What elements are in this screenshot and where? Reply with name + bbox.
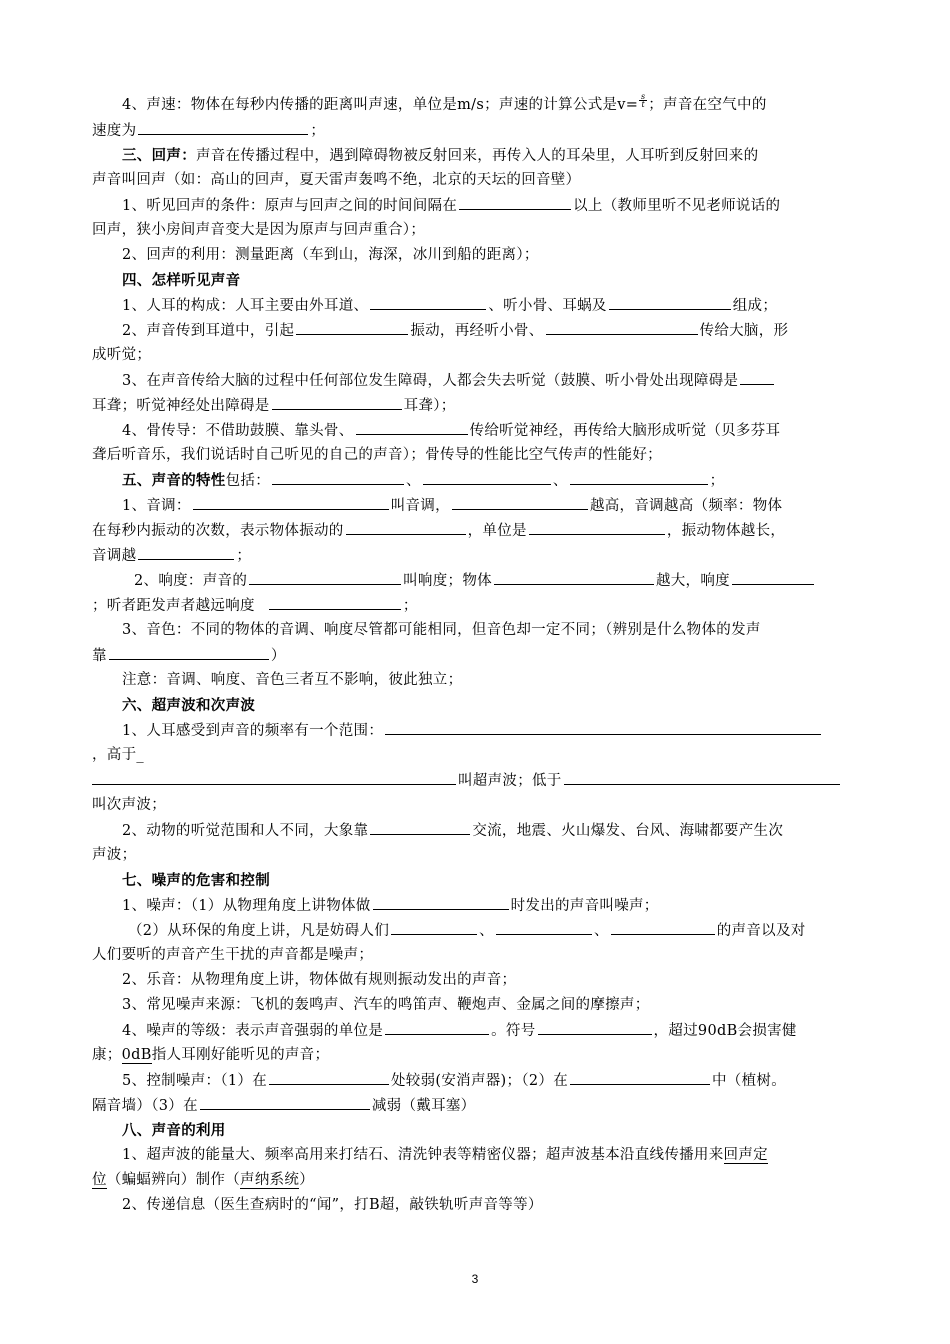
line-text: 聋后听音乐，我们说话时自己听见的自己的声音）；骨传导的性能比空气传声的性能好； [92, 447, 662, 463]
text-line [0, 618, 950, 643]
line-text: 2、响度：声音的 [134, 573, 248, 589]
line-text: 以上（教师里听不见老师说话的 [573, 198, 781, 214]
fill-blank[interactable] [609, 293, 731, 310]
text-line [0, 793, 950, 818]
line-text: 。符号 [491, 1023, 536, 1039]
line-text: ） [270, 648, 286, 664]
line-text: 声波； [92, 847, 137, 863]
fill-blank[interactable] [269, 593, 401, 610]
fill-blank[interactable] [92, 768, 456, 785]
line-text: 叫音调， [390, 498, 450, 514]
line-text: ，单位是 [467, 523, 527, 539]
fill-blank[interactable] [249, 568, 401, 585]
text-line [0, 318, 950, 343]
fill-blank[interactable] [193, 493, 389, 510]
section-heading: 六、超声波和次声波 [122, 697, 256, 714]
line-text: ，高于_ [92, 747, 144, 763]
text-line [0, 993, 950, 1018]
line-text: 时发出的声音叫噪声； [510, 898, 659, 914]
line-text: ； [236, 548, 252, 564]
text-line [0, 93, 950, 118]
line-text: 越高，音调越高（频率：物体 [589, 498, 783, 514]
text-line [0, 168, 950, 193]
text-line [0, 1143, 950, 1168]
line-text: ，振动物体越长， [666, 523, 786, 539]
text-line [0, 743, 950, 768]
text-line [0, 118, 950, 143]
line-text: 成听觉； [92, 347, 152, 363]
line-text: 隔音墙）（3）在 [92, 1098, 198, 1114]
text-line [0, 568, 950, 593]
line-text: 康； [92, 1047, 122, 1063]
line-text: 叫超声波；低于 [458, 773, 562, 789]
line-text: 1、人耳的构成：人耳主要由外耳道、 [122, 298, 369, 314]
text-line [0, 1018, 950, 1043]
line-text: 1、听见回声的条件：原声与回声之间的时间间隔在 [122, 198, 458, 214]
text-line [0, 943, 950, 968]
line-text: 在每秒内振动的次数，表示物体振动的 [92, 523, 344, 539]
text-line [0, 718, 950, 743]
fill-blank[interactable] [494, 568, 654, 585]
line-text: 传给听觉神经，再传给大脑形成听觉（贝多芬耳 [469, 423, 781, 439]
line-text: 2、声音传到耳道中，引起 [122, 323, 295, 339]
fill-blank[interactable] [611, 918, 715, 935]
line-text: 、 [406, 473, 421, 489]
text-line [0, 643, 950, 668]
text-line [0, 393, 950, 418]
line-text: ； [709, 473, 725, 489]
underlined-term: 0dB [121, 1047, 152, 1063]
line-text: 的声音以及对 [716, 923, 806, 939]
line-text: 叫次声波； [92, 797, 166, 813]
line-text: ，超过90dB会损害健 [653, 1023, 797, 1039]
underlined-term: 声纳系统 [240, 1172, 300, 1188]
line-text: 包括： [225, 473, 271, 489]
fill-blank[interactable] [138, 118, 308, 135]
fill-blank[interactable] [373, 893, 509, 910]
text-line [0, 493, 950, 518]
line-text: 回声，狭小房间声音变大是因为原声与回声重合）； [92, 222, 426, 238]
line-text: 1、超声波的能量大、频率高用来打结石、清洗钟表等精密仪器；超声波基本沿直线传播用来 [122, 1147, 724, 1163]
fill-blank[interactable] [370, 293, 486, 310]
fill-blank[interactable] [570, 1068, 710, 1085]
line-text: 3、常见噪声来源：飞机的轰鸣声、汽车的鸣笛声、鞭炮声、金属之间的摩擦声； [122, 997, 650, 1013]
text-line [0, 418, 950, 443]
fill-blank[interactable] [496, 918, 592, 935]
text-line [0, 918, 950, 943]
section-heading: 五、声音的特性 [122, 472, 226, 489]
line-text: ； [310, 123, 326, 139]
line-text: 振动，再经听小骨、 [410, 323, 544, 339]
line-text: 指人耳刚好能听见的声音； [151, 1047, 330, 1063]
line-text: 减弱（戴耳塞） [371, 1098, 476, 1114]
section-heading: 八、声音的利用 [122, 1122, 226, 1139]
text-line [0, 293, 950, 318]
text-line [0, 868, 950, 893]
text-line [0, 843, 950, 868]
line-text: 交流，地震、火山爆发、台风、海啸都要产生次 [472, 823, 784, 839]
text-line [0, 1093, 950, 1118]
text-line [0, 1168, 950, 1193]
fill-blank[interactable] [538, 1018, 652, 1035]
text-line [0, 193, 950, 218]
line-text: 处较弱(安消声器)；（2）在 [391, 1073, 568, 1089]
fraction-denominator: t [641, 100, 645, 109]
text-line [0, 1068, 950, 1093]
fill-blank[interactable] [452, 493, 588, 510]
text-line [0, 593, 950, 618]
line-text: 4、声速：物体在每秒内传播的距离叫声速，单位是m/s；声速的计算公式是v= [122, 97, 639, 113]
line-text: 声音叫回声（如：高山的回声，夏天雷声轰鸣不绝，北京的天坛的回音壁） [92, 172, 581, 188]
section-heading: 四、怎样听见声音 [122, 272, 241, 289]
line-text: 4、噪声的等级：表示声音强弱的单位是 [122, 1023, 384, 1039]
text-line [0, 1193, 950, 1218]
fill-blank[interactable] [356, 418, 468, 435]
underlined-term: 回声定 [723, 1147, 768, 1163]
fill-blank[interactable] [732, 568, 814, 585]
line-text: 1、音调： [122, 498, 191, 514]
text-line [0, 818, 950, 843]
line-text: 5、控制噪声：（1）在 [122, 1073, 267, 1089]
line-text: 1、噪声：（1）从物理角度上讲物体做 [122, 898, 371, 914]
text-line [0, 143, 950, 168]
text-line [0, 368, 950, 393]
line-text: 叫响度；物体 [403, 573, 492, 589]
line-text: 耳聋；听觉神经处出障碍是 [92, 398, 270, 414]
text-line [0, 243, 950, 268]
line-text: 人们要听的声音产生干扰的声音都是噪声； [92, 947, 374, 963]
fill-blank[interactable] [272, 468, 404, 485]
line-text: ） [299, 1172, 315, 1188]
text-line [0, 668, 950, 693]
line-text: 1、人耳感受到声音的频率有一个范围： [122, 723, 384, 739]
page-number: 3 [471, 1272, 479, 1286]
formula-fraction [638, 93, 648, 107]
line-text: 组成； [732, 298, 778, 314]
fill-blank[interactable] [269, 1068, 389, 1085]
text-line [0, 768, 950, 793]
line-text: 2、动物的听觉范围和人不同，大象靠 [122, 823, 369, 839]
text-line [0, 518, 950, 543]
text-line [0, 968, 950, 993]
line-text: 2、回声的利用：测量距离（车到山，海深，冰川到船的距离）； [122, 247, 539, 263]
fill-blank[interactable] [346, 518, 466, 535]
fill-blank[interactable] [570, 468, 708, 485]
text-line [0, 468, 950, 493]
text-line [0, 343, 950, 368]
fill-blank[interactable] [138, 543, 234, 560]
text-line [0, 543, 950, 568]
section-heading: 七、噪声的危害和控制 [122, 872, 270, 889]
line-text: 速度为 [92, 123, 137, 139]
text-line [0, 218, 950, 243]
text-line [0, 1118, 950, 1143]
line-text: 2、乐音：从物理角度上讲，物体做有规则振动发出的声音； [122, 972, 517, 988]
text-line [0, 1043, 950, 1068]
line-text: 3、在声音传给大脑的过程中任何部位发生障碍，人都会失去听觉（鼓膜、听小骨处出现障碍是 [122, 373, 739, 389]
fill-blank[interactable] [370, 818, 470, 835]
fill-blank[interactable] [423, 468, 551, 485]
text-line [0, 693, 950, 718]
underlined-term: 位 [92, 1172, 107, 1188]
line-text: 2、传递信息（医生查病时的“闻”，打B超，敲铁轨听声音等等） [122, 1197, 543, 1213]
fill-blank[interactable] [385, 718, 821, 735]
line-text: 越大，响度 [655, 573, 730, 589]
fill-blank[interactable] [564, 768, 840, 785]
fill-blank[interactable] [200, 1093, 370, 1110]
fill-blank[interactable] [740, 368, 774, 385]
line-text: 声音在传播过程中，遇到障碍物被反射回来，再传入人的耳朵里，人耳听到反射回来的 [196, 148, 759, 164]
line-text: 传给大脑，形 [699, 323, 789, 339]
line-text: 、 [552, 473, 568, 489]
line-text: ； [402, 598, 418, 614]
fraction-numerator: s [641, 92, 646, 101]
fill-blank[interactable] [391, 918, 477, 935]
line-text: ；听者距发声者越远响度 [92, 598, 255, 614]
fill-blank[interactable] [459, 193, 571, 210]
text-line [0, 268, 950, 293]
section-heading: 三、回声： [122, 147, 196, 164]
fill-blank[interactable] [272, 393, 402, 410]
fill-blank[interactable] [385, 1018, 489, 1035]
line-text: 注意：音调、响度、音色三者互不影响，彼此独立； [122, 672, 463, 688]
line-text: 音调越 [92, 548, 137, 564]
line-text: 靠 [92, 648, 107, 664]
line-text: （2）从环保的角度上讲，凡是妨碍人们 [128, 923, 390, 939]
fill-blank[interactable] [529, 518, 665, 535]
line-text: 、 [479, 923, 494, 939]
line-text: 耳聋）； [403, 398, 456, 414]
line-text: 4、骨传导：不借助鼓膜、靠头骨、 [122, 423, 354, 439]
fill-blank[interactable] [546, 318, 698, 335]
line-text: 、 [593, 923, 609, 939]
fill-blank[interactable] [109, 643, 269, 660]
text-line [0, 443, 950, 468]
line-text: ；声音在空气中的 [648, 97, 767, 113]
line-text: 3、音色：不同的物体的音调、响度尽管都可能相同，但音色却一定不同；（辨别是什么物体的发声 [122, 622, 761, 638]
fill-blank[interactable] [296, 318, 408, 335]
text-line [0, 893, 950, 918]
line-text: 、听小骨、耳蜗及 [488, 298, 607, 314]
line-text: 中（植树。 [712, 1073, 786, 1089]
line-text: （蝙蝠辨向）制作（ [106, 1172, 241, 1188]
